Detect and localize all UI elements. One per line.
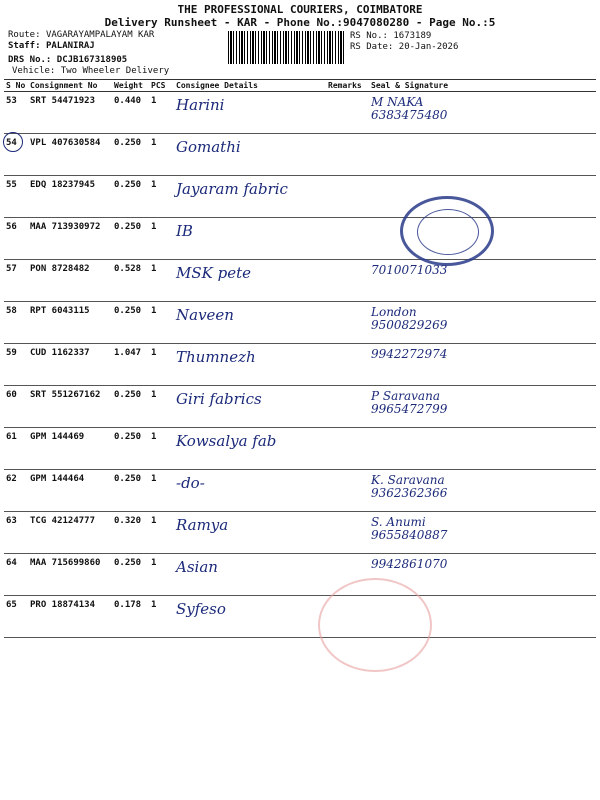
route-line: Route: VAGARAYAMPALAYAM KAR bbox=[8, 30, 155, 40]
staff-line: Staff: PALANIRAJ bbox=[8, 41, 95, 51]
signature-phone: 9362362366 bbox=[371, 486, 448, 500]
col-sno: S No bbox=[4, 80, 28, 92]
table-row: 61 GPM 144469 0.250 1 Kowsalya fab bbox=[4, 428, 596, 470]
signature-phone: 7010071033 bbox=[371, 263, 448, 277]
col-remarks: Remarks bbox=[326, 80, 369, 92]
rs-date-line: RS Date: 20-Jan-2026 bbox=[350, 42, 459, 52]
table-row: 64 MAA 715699860 0.250 1 Asian 9942861070 bbox=[4, 554, 596, 596]
consignee-handwriting: MSK pete bbox=[176, 264, 251, 282]
consignee-handwriting: Ramya bbox=[176, 516, 229, 534]
table-row: 65 PRO 18874134 0.178 1 Syfeso bbox=[4, 596, 596, 638]
rs-date-value: 20-Jan-2026 bbox=[398, 42, 459, 52]
signature-phone: 9500829269 bbox=[371, 318, 448, 332]
runsheet-table bbox=[4, 79, 596, 638]
rs-no-value: 1673189 bbox=[393, 31, 432, 41]
consignee-handwriting: Gomathi bbox=[176, 138, 241, 156]
signature-name: M NAKA bbox=[371, 95, 424, 109]
table-header bbox=[4, 80, 596, 92]
table-row: 53 SRT 54471923 0.440 1 Harini M NAKA 6383475480 bbox=[4, 92, 596, 134]
consignee-handwriting: Jayaram fabric bbox=[176, 180, 288, 198]
signature-phone: 9942861070 bbox=[371, 557, 448, 571]
signature-name: K. Saravana bbox=[371, 473, 445, 487]
consignee-handwriting: Harini bbox=[176, 96, 225, 114]
vehicle-value: Two Wheeler Delivery bbox=[60, 66, 170, 76]
signature-name: London bbox=[371, 305, 417, 319]
signature-phone: 9965472799 bbox=[371, 402, 448, 416]
drs-value: DCJB167318905 bbox=[56, 55, 128, 65]
table-row: 63 TCG 42124777 0.320 1 Ramya S. Anumi 9655840887 bbox=[4, 512, 596, 554]
table-row: 54 VPL 407630584 0.250 1 Gomathi bbox=[4, 134, 596, 176]
table-row: 62 GPM 144464 0.250 1 -do- K. Saravana 9362362366 bbox=[4, 470, 596, 512]
rs-no-line: RS No.: 1673189 bbox=[350, 31, 432, 41]
col-consignee: Consignee Details bbox=[174, 80, 326, 92]
company-seal-stamp bbox=[400, 196, 494, 266]
consignee-handwriting: IB bbox=[176, 222, 193, 240]
consignee-handwriting: -do- bbox=[176, 474, 205, 492]
route-value: VAGARAYAMPALAYAM KAR bbox=[45, 30, 155, 40]
vehicle-line: Vehicle: Two Wheeler Delivery bbox=[12, 66, 170, 76]
table-row: 60 SRT 551267162 0.250 1 Giri fabrics P Saravana 9965472799 bbox=[4, 386, 596, 428]
consignee-handwriting: Naveen bbox=[176, 306, 234, 324]
col-signature: Seal & Signature bbox=[369, 80, 596, 92]
faded-red-seal bbox=[318, 578, 432, 672]
table-row: 58 RPT 6043115 0.250 1 Naveen London 9500829269 bbox=[4, 302, 596, 344]
consignee-handwriting: Kowsalya fab bbox=[176, 432, 277, 450]
col-pcs: PCS bbox=[149, 80, 174, 92]
signature-name: P Saravana bbox=[371, 389, 440, 403]
barcode bbox=[228, 31, 344, 64]
consignee-handwriting: Asian bbox=[176, 558, 218, 576]
signature-phone: 9655840887 bbox=[371, 528, 448, 542]
table-row: 55 EDQ 18237945 0.250 1 Jayaram fabric bbox=[4, 176, 596, 218]
consignee-handwriting: Giri fabrics bbox=[176, 390, 262, 408]
company-name: THE PROFESSIONAL COURIERS, COIMBATORE bbox=[177, 3, 423, 16]
table-row: 59 CUD 1162337 1.047 1 Thumnezh 9942272974 bbox=[4, 344, 596, 386]
signature-name: S. Anumi bbox=[371, 515, 426, 529]
table-row: 57 PON 8728482 0.528 1 MSK pete 7010071033 bbox=[4, 260, 596, 302]
col-consignment: Consignment No bbox=[28, 80, 112, 92]
circled-row-marker bbox=[3, 132, 23, 152]
signature-phone: 9942272974 bbox=[371, 347, 448, 361]
consignee-handwriting: Syfeso bbox=[176, 600, 226, 618]
consignee-handwriting: Thumnezh bbox=[176, 348, 256, 366]
col-weight: Weight bbox=[112, 80, 149, 92]
table-row: 56 MAA 713930972 0.250 1 IB bbox=[4, 218, 596, 260]
runsheet-title: Delivery Runsheet - KAR - Phone No.:9047080280 - Page No.:5 bbox=[104, 16, 496, 29]
drs-line: DRS No.: DCJB167318905 bbox=[8, 55, 128, 65]
signature-phone: 6383475480 bbox=[371, 108, 448, 122]
staff-value: PALANIRAJ bbox=[45, 41, 95, 51]
